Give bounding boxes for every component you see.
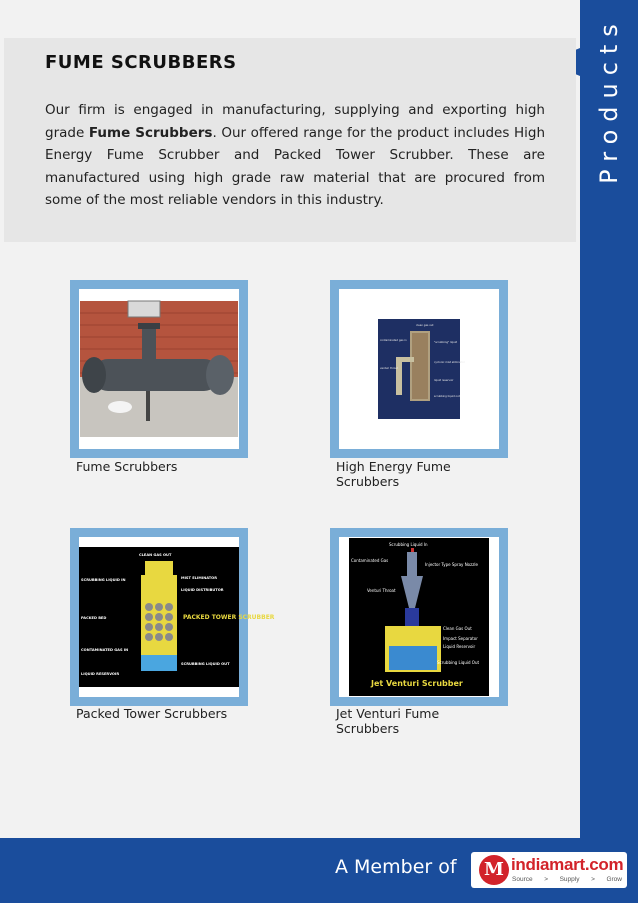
pt-label-packed-tower-scrubber: PACKED TOWER SCRUBBER xyxy=(183,614,275,621)
product-image-frame-packed-tower[interactable] xyxy=(70,528,275,706)
pt-label-mist-eliminator: MIST ELIMINATOR xyxy=(181,576,217,580)
tagline-arrow-2: > xyxy=(591,876,595,883)
caption-high-energy-fume-scrubbers: High Energy Fume Scrubbers xyxy=(336,459,451,489)
intro-text-1: Our firm is engaged in manufacturing, supplying and exporting high grade xyxy=(45,102,545,141)
tagline-supply: Supply xyxy=(559,876,580,883)
tagline-arrow-1: > xyxy=(544,876,548,883)
jv-label-venturi-throat: Venturi Throat xyxy=(367,588,396,593)
pt-label-scrubbing-liquid-in: SCRUBBING LIQUID IN xyxy=(81,578,126,582)
product-image-frame-jet-venturi[interactable] xyxy=(330,528,508,706)
fume-scrubber-photo xyxy=(80,301,238,437)
indiamart-m-icon: M xyxy=(479,855,509,885)
caption-fume-scrubbers: Fume Scrubbers xyxy=(76,459,178,474)
he-label-scrubbing-liquid-out: scrubbing liquid out xyxy=(434,395,460,398)
jet-venturi-scrubber-diagram xyxy=(349,538,489,696)
member-of-text: A Member of xyxy=(335,856,457,878)
product-image-frame-high-energy[interactable] xyxy=(330,280,508,458)
indiamart-logo-name: indiamart.com xyxy=(511,855,624,874)
he-label-clean-gas-out: clean gas out xyxy=(416,324,434,327)
he-label-venturi-throat: venturi throat xyxy=(380,367,398,370)
intro-text-bold: Fume Scrubbers xyxy=(88,124,213,141)
jv-label-title: Jet Venturi Scrubber xyxy=(371,679,463,688)
pt-label-liquid-distributor: LIQUID DISTRIBUTOR xyxy=(181,588,224,592)
he-label-scrubbing-liquid: "scrubbing" liquid xyxy=(434,341,458,344)
high-energy-scrubber-diagram xyxy=(378,319,465,419)
indiamart-tagline xyxy=(512,876,622,883)
sidebar-label: Products xyxy=(595,16,624,184)
tagline-source: Source xyxy=(512,876,533,883)
jv-label-clean-gas-out: Clean Gas Out xyxy=(443,626,472,631)
jv-label-spray-nozzle: Injector Type Spray Nozzle xyxy=(425,562,478,567)
jv-label-scrubbing-liquid-out: Scrubbing Liquid Out xyxy=(437,660,480,665)
jv-label-contaminated-gas: Contaminated Gas xyxy=(351,558,389,563)
intro-paragraph xyxy=(45,99,545,212)
pt-label-liquid-reservoir: LIQUID RESERVOIR xyxy=(81,672,120,676)
product-image-frame-fume-scrubbers[interactable] xyxy=(70,280,248,458)
pt-label-clean-gas-out: CLEAN GAS OUT xyxy=(139,553,172,557)
he-label-liquid-reservoir: liquid reservoir xyxy=(434,379,454,382)
he-label-mist-eliminator: cyclonic mist eliminator xyxy=(434,361,465,364)
pt-label-scrubbing-liquid-out: SCRUBBING LIQUID OUT xyxy=(181,662,230,666)
intro-text-2: . Our offered range for the product includes High Energy Fume Scrubber and Packed Tower Scrubber. These are manufactured using high grade raw material that are procured from some of the most reliable vendors in this industry. xyxy=(45,124,546,208)
pt-label-contaminated-gas-in: CONTAMINATED GAS IN xyxy=(81,648,129,652)
sidebar-label-wrap xyxy=(580,0,638,200)
jv-label-liquid-reservoir: Liquid Reservoir xyxy=(443,644,476,649)
caption-packed-tower-scrubbers: Packed Tower Scrubbers xyxy=(76,706,228,721)
packed-tower-scrubber-diagram xyxy=(79,547,275,687)
caption-jet-venturi-fume-scrubbers: Jet Venturi Fume Scrubbers xyxy=(336,706,440,736)
tagline-grow: Grow xyxy=(606,876,622,883)
jv-label-scrubbing-liquid-in: Scrubbing Liquid In xyxy=(389,542,428,547)
he-label-contaminated-gas-in: contaminated gas in xyxy=(380,339,407,342)
pt-label-packed-bed: PACKED BED xyxy=(81,616,107,620)
jv-label-impact-separator: Impact Separator xyxy=(443,636,478,641)
page-title: FUME SCRUBBERS xyxy=(45,52,237,73)
